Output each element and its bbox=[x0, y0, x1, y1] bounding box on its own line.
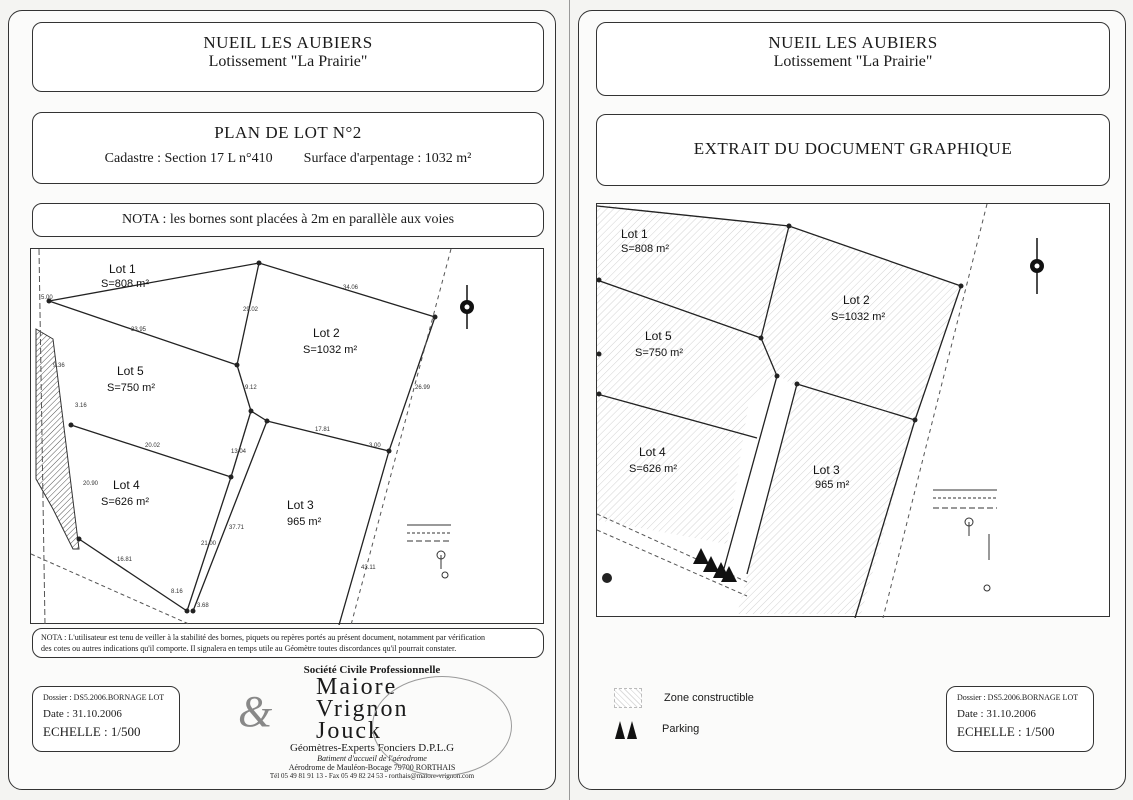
firm-ampersand: & bbox=[238, 687, 273, 736]
lot-area: S=808 m² bbox=[101, 278, 149, 290]
date-text: Date : 31.10.2006 bbox=[43, 708, 122, 720]
legend-item bbox=[614, 686, 834, 710]
dim-label: 37.71 bbox=[229, 525, 245, 531]
lot-labels bbox=[101, 262, 357, 528]
firm-seal bbox=[372, 676, 512, 776]
dim-label: 5.00 bbox=[41, 295, 53, 301]
right-plan-drawing bbox=[597, 204, 1111, 618]
right-title-box bbox=[596, 22, 1110, 96]
dim-label: 9.36 bbox=[53, 363, 65, 369]
date-text: Date : 31.10.2006 bbox=[957, 708, 1036, 720]
lot-name: Lot 3 bbox=[287, 498, 314, 512]
north-arrow-icon bbox=[460, 285, 474, 329]
left-title-line2: Lotissement "La Prairie" bbox=[208, 53, 368, 70]
cadastre-text: Cadastre : Section 17 L n°410 bbox=[104, 151, 273, 166]
lot-area: 965 m² bbox=[287, 516, 322, 528]
scale-text: ECHELLE : 1/500 bbox=[43, 724, 141, 739]
zone-constructible-swatch-icon bbox=[614, 688, 642, 708]
firm-address-1: Batiment d'accueil de l'aérodrome bbox=[317, 754, 427, 763]
dossier-text: Dossier : DS5.2006.BORNAGE LOT bbox=[43, 693, 165, 702]
page-divider bbox=[569, 0, 570, 800]
right-title-line2: Lotissement "La Prairie" bbox=[773, 53, 933, 70]
lot-area: S=1032 m² bbox=[303, 344, 358, 356]
legend-item bbox=[614, 714, 834, 744]
lot-area: S=626 m² bbox=[629, 463, 677, 475]
bottom-nota-box bbox=[32, 628, 544, 658]
dim-label: 29.02 bbox=[243, 307, 259, 313]
dim-label: 20.90 bbox=[83, 481, 99, 487]
nota-text: NOTA : les bornes sont placées à 2m en parallèle aux voies bbox=[121, 212, 455, 227]
dim-label: 9.12 bbox=[245, 385, 257, 391]
lot-name: Lot 5 bbox=[117, 364, 144, 378]
dim-label: 16.81 bbox=[117, 557, 133, 563]
lot-name: Lot 2 bbox=[313, 326, 340, 340]
firm-name-3: Jouck bbox=[316, 718, 382, 744]
dim-label: 34.06 bbox=[343, 285, 359, 291]
north-arrow-icon bbox=[1030, 238, 1044, 294]
left-title-line1: NUEIL LES AUBIERS bbox=[203, 33, 373, 52]
lot-area: S=750 m² bbox=[635, 347, 683, 359]
right-dossier-box bbox=[946, 686, 1094, 752]
left-plan-drawing bbox=[31, 249, 545, 625]
dim-label: 21.00 bbox=[201, 541, 217, 547]
legend bbox=[614, 686, 834, 746]
left-plan-frame bbox=[30, 248, 544, 624]
dimension-labels bbox=[41, 285, 431, 609]
dim-label: 13.04 bbox=[231, 449, 247, 455]
firm-name-2: Vrignon bbox=[316, 696, 409, 722]
dim-label: 3.68 bbox=[197, 603, 209, 609]
legend-label: Parking bbox=[662, 723, 700, 735]
nota-box bbox=[32, 203, 544, 237]
lot-area: S=750 m² bbox=[107, 382, 155, 394]
lot-name: Lot 5 bbox=[645, 329, 672, 343]
lot-name: Lot 1 bbox=[109, 262, 136, 276]
lot-area: S=808 m² bbox=[621, 243, 669, 255]
road-edge-bottom bbox=[31, 554, 191, 625]
survey-markers bbox=[47, 261, 438, 614]
lot-name: Lot 3 bbox=[813, 463, 840, 477]
right-title-line1: NUEIL LES AUBIERS bbox=[768, 33, 938, 52]
plan-title-box bbox=[32, 112, 544, 184]
lot-name: Lot 4 bbox=[639, 445, 666, 459]
extract-title: EXTRAIT DU DOCUMENT GRAPHIQUE bbox=[693, 139, 1013, 158]
dim-label: 20.02 bbox=[145, 443, 161, 449]
lot-name: Lot 2 bbox=[843, 293, 870, 307]
parking-icon bbox=[693, 548, 709, 564]
firm-type: Société Civile Professionnelle bbox=[303, 664, 441, 676]
firm-stamp bbox=[222, 664, 522, 784]
plan-title: PLAN DE LOT N°2 bbox=[214, 123, 362, 142]
lot-area: S=1032 m² bbox=[831, 311, 886, 323]
firm-contact: Tél 05 49 81 91 13 - Fax 05 49 82 24 53 - rorthais@maiore-vrignon.com bbox=[269, 772, 475, 780]
dossier-text: Dossier : DS5.2006.BORNAGE LOT bbox=[957, 693, 1079, 702]
dim-label: 8.16 bbox=[171, 589, 183, 595]
dim-label: 3.16 bbox=[75, 403, 87, 409]
firm-profession: Géomètres-Experts Fonciers D.P.L.G bbox=[289, 742, 455, 754]
left-title-box bbox=[32, 22, 544, 92]
extract-title-box bbox=[596, 114, 1110, 186]
parking-icon bbox=[614, 718, 640, 740]
scale-text: ECHELLE : 1/500 bbox=[957, 724, 1055, 739]
firm-name-1: Maiore bbox=[316, 674, 398, 700]
bottom-nota-line2: des cotes ou autres indications qu'il comporte. Il signalera en temps utile au Géomètre toutes discordances qu'il pourrait constater. bbox=[41, 644, 457, 653]
bottom-nota-line1: NOTA : L'utilisateur est tenu de veiller à la stabilité des bornes, piquets ou repères portés au présent document, notamment par vérification bbox=[41, 633, 485, 642]
firm-address-2: Aérodrome de Mauléon-Bocage 79700 RORTHAIS bbox=[288, 763, 456, 772]
left-dossier-box bbox=[32, 686, 180, 752]
dim-label: 26.99 bbox=[415, 385, 431, 391]
lot-area: S=626 m² bbox=[101, 496, 149, 508]
surface-text: Surface d'arpentage : 1032 m² bbox=[303, 151, 472, 166]
dim-label: 3.00 bbox=[369, 443, 381, 449]
lot-area: 965 m² bbox=[815, 479, 850, 491]
network-symbol-icon bbox=[407, 525, 451, 578]
dim-label: 17.81 bbox=[315, 427, 331, 433]
lot-name: Lot 1 bbox=[621, 227, 648, 241]
lot-name: Lot 4 bbox=[113, 478, 140, 492]
dim-label: 43.11 bbox=[361, 565, 376, 571]
dim-label: 33.95 bbox=[131, 327, 147, 333]
right-plan-frame bbox=[596, 203, 1110, 617]
legend-label: Zone constructible bbox=[664, 692, 754, 704]
network-symbol-icon bbox=[933, 490, 997, 591]
parking-symbols bbox=[693, 548, 737, 582]
